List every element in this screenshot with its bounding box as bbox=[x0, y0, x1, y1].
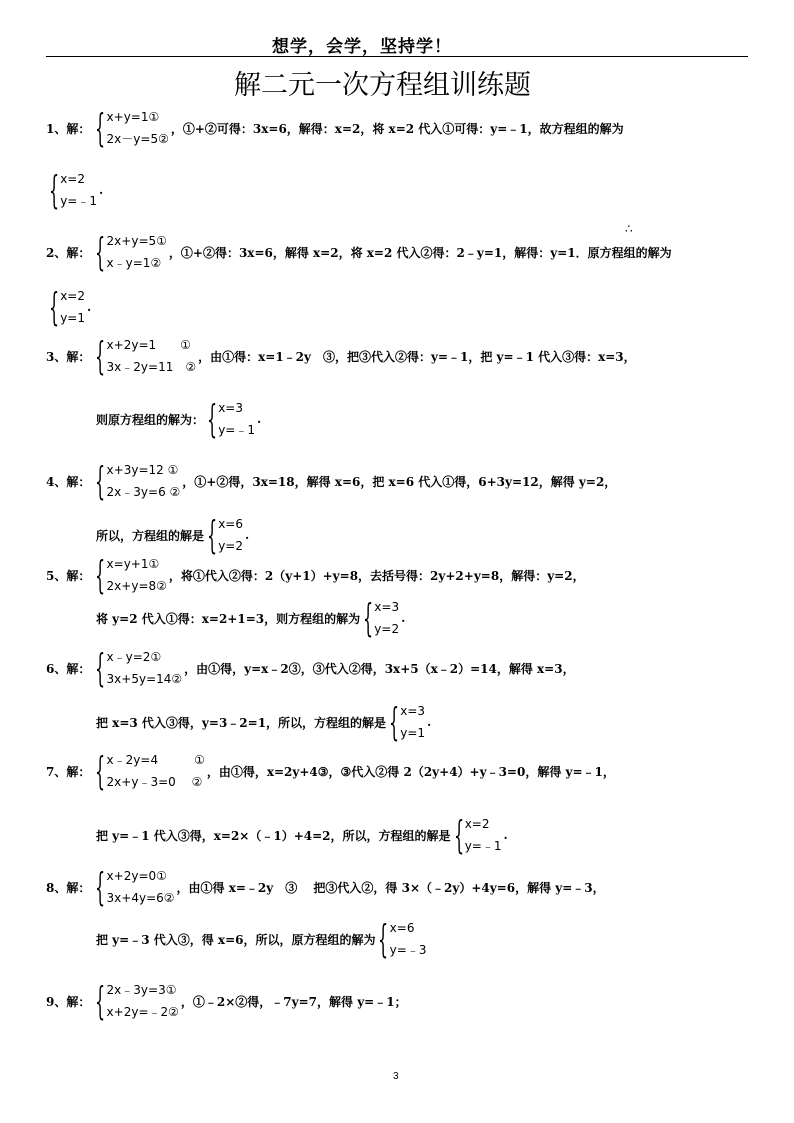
equation: 2x﹣3y=3① bbox=[106, 983, 177, 997]
page-title: 解二元一次方程组训练题 bbox=[234, 70, 531, 101]
problem-number: 7、解： bbox=[46, 764, 91, 779]
equation-system bbox=[94, 334, 196, 378]
problem-1-line bbox=[46, 106, 624, 150]
equation: x+2y=1 ① bbox=[106, 338, 191, 352]
solution-value: y=﹣1 bbox=[218, 423, 255, 437]
period: . bbox=[401, 611, 406, 625]
problem-number: 3、解： bbox=[46, 349, 91, 364]
equation: x=y+1① bbox=[106, 557, 160, 571]
solution-value: y=2 bbox=[218, 539, 243, 553]
left-brace: { bbox=[95, 230, 106, 274]
equation: x+2y=﹣2② bbox=[106, 1005, 179, 1019]
problem-8-line bbox=[46, 865, 605, 909]
conclusion-text: 把 x=3 代入③得，y=3﹣2=1，所以，方程组的解是 bbox=[96, 715, 387, 730]
equation-system bbox=[94, 865, 174, 909]
conclusion-text: 所以，方程组的解是 bbox=[96, 528, 205, 543]
left-brace: { bbox=[95, 865, 106, 909]
solution-step: ，①+②得：3x=6，解得 x=2，将 x=2 代入②得：2﹣y=1，解得：y=1．原方程组的解为 bbox=[168, 245, 672, 260]
problem-3-answer bbox=[96, 397, 261, 441]
equation-system bbox=[94, 749, 204, 793]
problem-8-answer bbox=[96, 917, 428, 961]
left-brace: { bbox=[95, 459, 106, 503]
problem-2-line bbox=[46, 230, 672, 274]
solution-value: x=2 bbox=[60, 172, 85, 186]
equation: 3x+5y=14② bbox=[106, 672, 183, 686]
equation-system bbox=[94, 106, 168, 150]
solution-value: x=6 bbox=[218, 517, 243, 531]
solution-step: ，由①得，x=2y+4③，③代入②得 2（2y+4）+y﹣3=0，解得 y=﹣1， bbox=[206, 764, 615, 779]
equation: x+3y=12 ① bbox=[106, 463, 179, 477]
equation: x﹣y=1② bbox=[106, 256, 162, 270]
solution-value: y=﹣1 bbox=[60, 194, 97, 208]
left-brace: { bbox=[363, 596, 374, 640]
solution-step: ，①+②得，3x=18，解得 x=6，把 x=6 代入①得，6+3y=12，解得 y=2， bbox=[182, 474, 617, 489]
equation-system bbox=[94, 230, 167, 274]
left-brace: { bbox=[95, 553, 106, 597]
conclusion-text: 把 y=﹣1 代入③得，x=2×（﹣1）+4=2，所以，方程组的解是 bbox=[96, 828, 451, 843]
left-brace: { bbox=[389, 700, 400, 744]
equation: x﹣y=2① bbox=[106, 650, 162, 664]
period: . bbox=[98, 183, 104, 197]
slogan: 想学，会学，坚持学！ bbox=[272, 37, 452, 57]
left-brace: { bbox=[207, 513, 218, 557]
solution-value: y=﹣1 bbox=[464, 839, 502, 853]
problem-number: 6、解： bbox=[46, 661, 91, 676]
problem-5-answer bbox=[96, 596, 405, 640]
answer-system bbox=[377, 917, 426, 961]
answer-system bbox=[453, 813, 502, 857]
solution-value: y=1 bbox=[60, 311, 85, 325]
period: . bbox=[86, 300, 92, 314]
left-brace: { bbox=[95, 106, 106, 150]
equation: x﹣2y=4 ① bbox=[106, 753, 205, 767]
problem-number: 5、解： bbox=[46, 568, 91, 583]
solution-step: ，将①代入②得：2（y+1）+y=8，去括号得：2y+2+y=8，解得：y=2， bbox=[168, 568, 585, 583]
problem-6-answer bbox=[96, 700, 431, 744]
page-number: 3 bbox=[393, 1071, 399, 1082]
answer-system bbox=[388, 700, 425, 744]
problem-number: 2、解： bbox=[46, 245, 91, 260]
problem-number: 1、解： bbox=[46, 121, 91, 136]
left-brace: { bbox=[49, 168, 60, 212]
solution-step: ，①﹣2×②得，﹣7y=7，解得 y=﹣1； bbox=[180, 994, 407, 1009]
problem-5-line bbox=[46, 553, 585, 597]
answer-system bbox=[48, 168, 97, 212]
solution-value: x=6 bbox=[389, 921, 415, 935]
solution-step: ，由①得：x=1﹣2y ③，把③代入②得：y=﹣1，把 y=﹣1 代入③得：x=3， bbox=[198, 349, 636, 364]
period: . bbox=[427, 715, 432, 729]
header-rule bbox=[46, 56, 748, 57]
conclusion-text: 把 y=﹣3 代入③，得 x=6，所以，原方程组的解为 bbox=[96, 932, 376, 947]
left-brace: { bbox=[95, 334, 106, 378]
left-brace: { bbox=[95, 646, 106, 690]
left-brace: { bbox=[95, 979, 106, 1023]
problem-number: 9、解： bbox=[46, 994, 91, 1009]
solution-value: x=3 bbox=[218, 401, 243, 415]
equation: 3x+4y=6② bbox=[106, 891, 175, 905]
solution-value: x=2 bbox=[60, 289, 85, 303]
solution-value: x=3 bbox=[400, 704, 426, 718]
left-brace: { bbox=[49, 285, 60, 329]
problem-number: 4、解： bbox=[46, 474, 91, 489]
problem-1-answer bbox=[46, 168, 103, 212]
equation-system bbox=[94, 646, 182, 690]
solution-value: x=3 bbox=[374, 600, 400, 614]
conclusion-text: 则原方程组的解为： bbox=[96, 412, 205, 427]
equation: x+2y=0① bbox=[106, 869, 167, 883]
problem-9-line bbox=[46, 979, 407, 1023]
conclusion-text: 将 y=2 代入①得：x=2+1=3，则方程组的解为 bbox=[96, 611, 361, 626]
solution-value: x=2 bbox=[464, 817, 490, 831]
solution-value: y=2 bbox=[374, 622, 400, 636]
answer-system bbox=[206, 513, 243, 557]
problem-7-answer bbox=[96, 813, 508, 857]
left-brace: { bbox=[95, 749, 106, 793]
problem-2-answer bbox=[46, 285, 91, 329]
solution-step: ，由①得，y=x﹣2③，③代入②得，3x+5（x﹣2）=14，解得 x=3， bbox=[184, 661, 575, 676]
left-brace: { bbox=[378, 917, 389, 961]
equation: x+y=1① bbox=[106, 110, 160, 124]
period: . bbox=[245, 528, 250, 542]
equation: 2x－y=5② bbox=[106, 132, 169, 146]
answer-system bbox=[48, 285, 85, 329]
equation: 2x+y=5① bbox=[106, 234, 167, 248]
period: . bbox=[503, 828, 508, 842]
problem-3-line bbox=[46, 334, 636, 378]
problem-4-answer bbox=[96, 513, 249, 557]
answer-system bbox=[206, 397, 255, 441]
therefore-mark: ∴ bbox=[625, 222, 633, 236]
problem-number: 8、解： bbox=[46, 880, 91, 895]
equation: 2x+y=8② bbox=[106, 579, 167, 593]
answer-system bbox=[362, 596, 399, 640]
equation: 2x+y﹣3=0 ② bbox=[106, 775, 203, 789]
problem-7-line bbox=[46, 749, 615, 793]
equation: 3x﹣2y=11 ② bbox=[106, 360, 197, 374]
equation-system bbox=[94, 979, 179, 1023]
solution-step: ，由①得 x=﹣2y ③ 把③代入②，得 3×（﹣2y）+4y=6，解得 y=﹣3， bbox=[176, 880, 605, 895]
problem-6-line bbox=[46, 646, 575, 690]
solution-step: ，①+②可得：3x=6，解得：x=2，将 x=2 代入①可得：y=﹣1，故方程组的解为 bbox=[170, 121, 624, 136]
left-brace: { bbox=[207, 397, 218, 441]
left-brace: { bbox=[453, 813, 464, 857]
solution-value: y=1 bbox=[400, 726, 426, 740]
equation: 2x﹣3y=6 ② bbox=[106, 485, 181, 499]
equation-system bbox=[94, 553, 167, 597]
period: . bbox=[257, 412, 262, 426]
equation-system bbox=[94, 459, 180, 503]
solution-value: y=﹣3 bbox=[389, 943, 427, 957]
problem-4-line bbox=[46, 459, 616, 503]
